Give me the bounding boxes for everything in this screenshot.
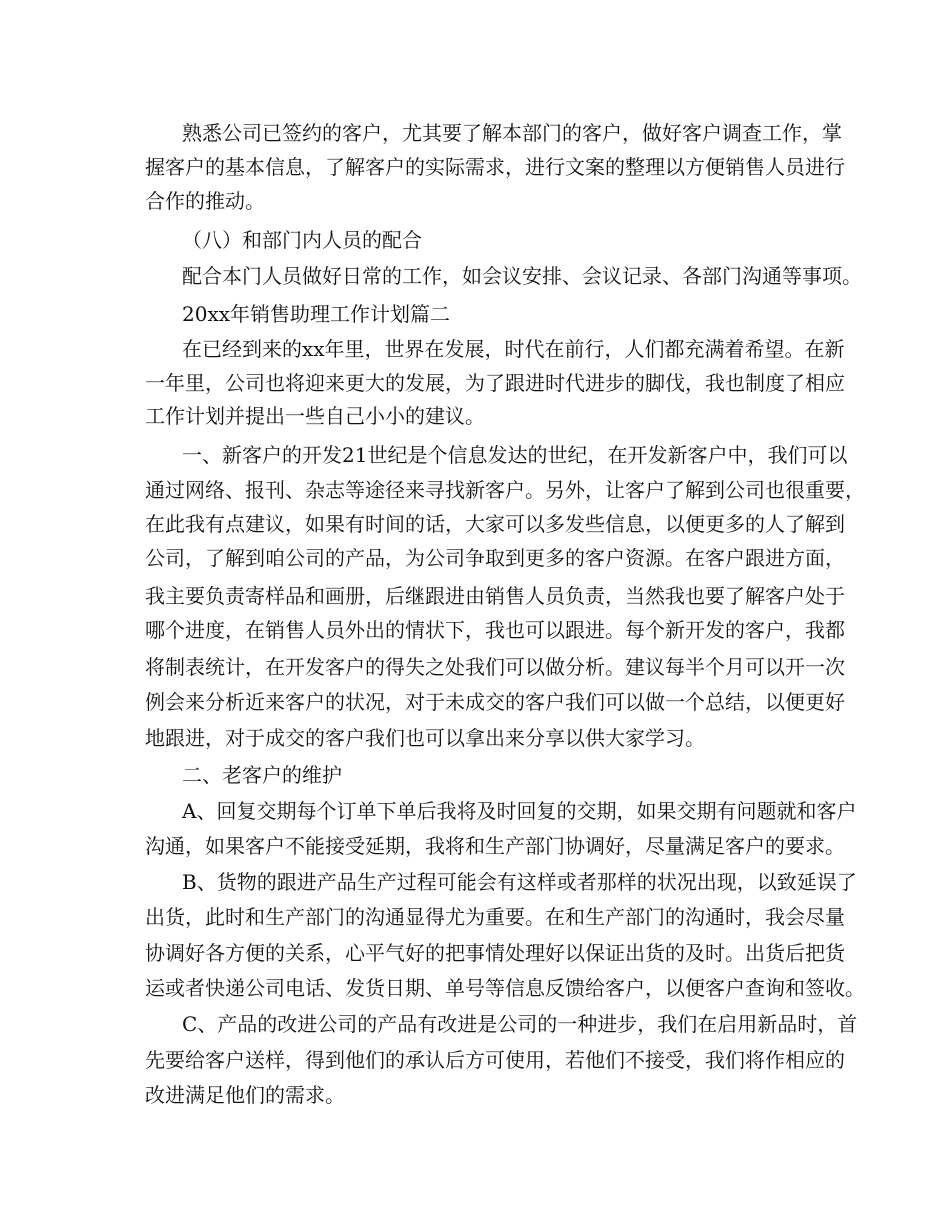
text-line: C、产品的改进公司的产品有改进是公司的一种进步，我们在启用新品时，首	[182, 1012, 858, 1036]
text-line: 公司，了解到咱公司的产品，为公司争取到更多的客户资源。在客户跟进方面，	[145, 546, 845, 570]
text-line: 哪个进度，在销售人员外出的情状下，我也可以跟进。每个新开发的客户，我都	[145, 618, 845, 642]
text-line: 例会来分析近来客户的状况，对于未成交的客户我们可以做一个总结，以便更好	[145, 690, 845, 714]
text-line: 握客户的基本信息，了解客户的实际需求，进行文案的整理以方便销售人员进行	[145, 155, 845, 179]
text-line: 改进满足他们的需求。	[145, 1083, 345, 1107]
text-line: 一年里，公司也将迎来更大的发展，为了跟进时代进步的脚伐，我也制度了相应	[145, 371, 845, 395]
text-line: 在此我有点建议，如果有时间的话，大家可以多发些信息，以便更多的人了解到	[145, 512, 845, 536]
text-line: 熟悉公司已签约的客户，尤其要了解本部门的客户，做好客户调查工作，掌	[182, 121, 842, 145]
text-line: 一、新客户的开发21世纪是个信息发达的世纪，在开发新客户中，我们可以	[182, 443, 848, 467]
text-line: 通过网络、报刊、杂志等途径来寻找新客户。另外，让客户了解到公司也很重要，	[145, 478, 865, 502]
text-line: 沟通，如果客户不能接受延期，我将和生产部门协调好，尽量满足客户的要求。	[145, 834, 845, 858]
document-heading: 20xx年销售助理工作计划篇二	[182, 302, 451, 326]
section-heading: （八）和部门内人员的配合	[182, 228, 422, 252]
text-line: 我主要负责寄样品和画册，后继跟进由销售人员负责，当然我也要了解客户处于	[145, 584, 845, 608]
text-line: 合作的推动。	[145, 189, 265, 213]
text-line: A、回复交期每个订单下单后我将及时回复的交期，如果交期有问题就和客户	[182, 799, 857, 823]
text-line: 在已经到来的xx年里，世界在发展，时代在前行，人们都充满着希望。在新	[182, 337, 845, 361]
text-line: 先要给客户送样，得到他们的承认后方可使用，若他们不接受，我们将作相应的	[145, 1048, 845, 1072]
text-line: 协调好各方便的关系，心平气好的把事情处理好以保证出货的及时。出货后把货	[145, 941, 845, 965]
text-line: 运或者快递公司电话、发货日期、单号等信息反馈给客户，以便客户查询和签收。	[145, 976, 865, 1000]
text-line: B、货物的跟进产品生产过程可能会有这样或者那样的状况出现，以致延误了	[182, 870, 857, 894]
text-line: 将制表统计，在开发客户的得失之处我们可以做分析。建议每半个月可以开一次	[145, 655, 845, 679]
text-line: 配合本门人员做好日常的工作，如会议安排、会议记录、各部门沟通等事项。	[182, 264, 862, 288]
text-line: 出货，此时和生产部门的沟通显得尤为重要。在和生产部门的沟通时，我会尽量	[145, 905, 845, 929]
text-line: 工作计划并提出一些自己小小的建议。	[145, 404, 485, 428]
text-line: 地跟进，对于成交的客户我们也可以拿出来分享以供大家学习。	[145, 726, 705, 750]
section-heading: 二、老客户的维护	[182, 763, 342, 787]
